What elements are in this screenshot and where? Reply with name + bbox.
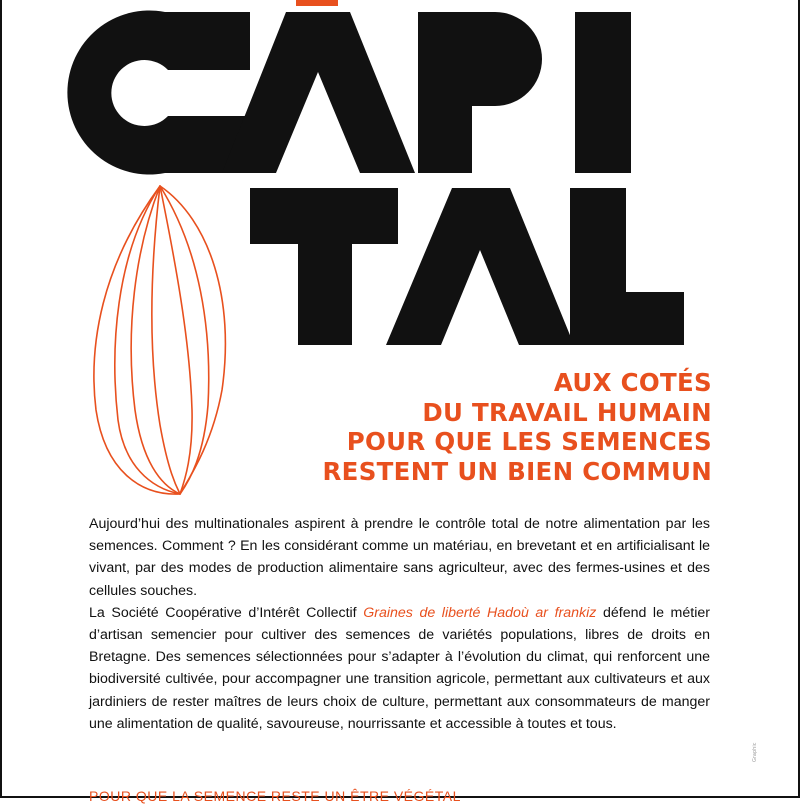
- logo-letter-p: [418, 12, 542, 173]
- logo-letter-l: [570, 188, 684, 345]
- slogan-line-1: AUX COTÉS: [553, 368, 712, 397]
- body-paragraph-1: Aujourd’hui des multinationales aspirent à prendre le contrôle total de notre alimentation par les semences. Comment ? En les considérant comme un matériau, en brevetant et en artificialisant le vivant, par des modes de production alimentaire sans agriculteur, avec des fermes-usines et des cellules souches.: [89, 516, 710, 599]
- body-paragraph-2-start: La Société Coopérative d’Intérêt Collectif: [89, 604, 364, 621]
- logo-letter-c: [67, 10, 250, 174]
- body-paragraph-2-rest: défend le métier d’artisan semencier pour cultiver des semences de variétés populations, libres de droits en Bretagne. Des semences sélectionnées pour s’adapter à l’évolution du climat, qui renforcent une biodiversité cultivée, pour accompagner une transition agricole, permettant aux cultivateurs et aux jardiniers de rester maîtres de leurs choix de culture, permettant aux consommateurs de manger une alimentation de qualité, savoureuse, nourrissante et accessible à toutes et tous.: [89, 604, 710, 732]
- slogan-line-3: POUR QUE LES SEMENCES: [346, 427, 712, 456]
- body-text: [89, 513, 710, 735]
- cocoa-pod-icon: [80, 180, 240, 500]
- logo-letter-t: [250, 188, 398, 345]
- slogan-line-4: RESTENT UN BIEN COMMUN: [322, 456, 712, 486]
- slogan: [323, 368, 713, 486]
- footer-tagline: POUR QUE LA SEMENCE RESTE UN ÊTRE VÉGÉTAL: [89, 788, 461, 804]
- slogan-line-2: DU TRAVAIL HUMAIN: [422, 397, 712, 427]
- logo-letter-a-top: [222, 12, 415, 173]
- side-credit: Graphic: [752, 742, 758, 762]
- logo-letter-i: [575, 12, 631, 173]
- body-paragraph-2: [89, 602, 710, 735]
- logo-letter-a-bottom: [386, 188, 574, 345]
- cooperative-name: Graines de liberté Hadoù ar frankiz: [363, 604, 597, 621]
- logo-accent-mark: [296, 0, 338, 6]
